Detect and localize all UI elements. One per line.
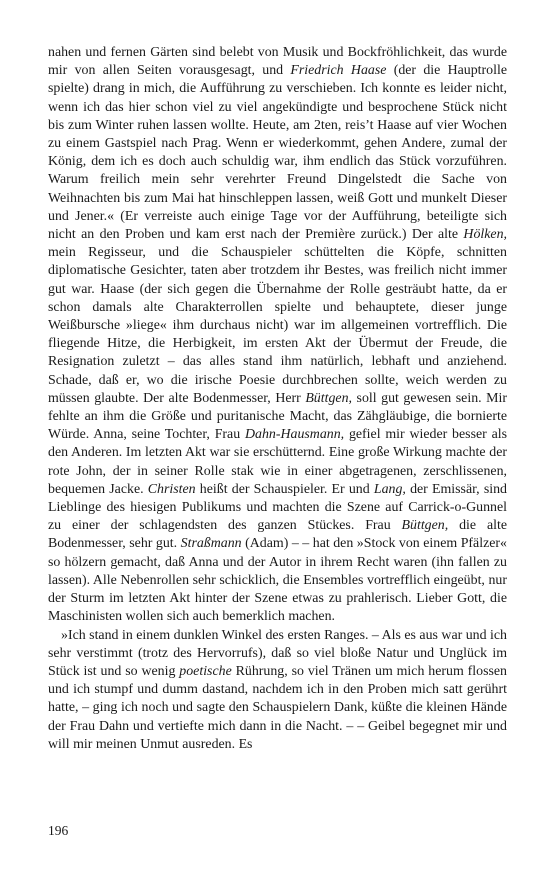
text-run: mein Regisseur, und die Schauspieler schüttelten die Köpfe, schnitten diplomatische Gesichter, taten aber trotzdem ihr Bestes, was freilich nicht immer gut war. Haase (der sich gegen die Übernahme der Rolle gesträubt hatte, da er schon damals alte Charakterrollen spielte und behauptete, dieser junge Weißbursche »liege« ihm durchaus nicht) war im allgemeinen vortrefflich. Die fliegende Hitze, die Herbigkeit, im ersten Akt der Übermut der Freude, die Resignation zuletzt – das alles stand ihm natürlich, lebhaft und anziehend. Schade, daß er, wo die irische Poesie durchbrechen sollte, weich werden zu müssen glaubte. Der alte Bodenmesser, Herr xyxy=(48,245,507,406)
text-run: (Adam) – – hat den »Stock von einem Pfälzer« so hölzern gemacht, daß Anna und der Autor in ihrem Recht waren (ihn fallen zu lassen). Alle Nebenrollen sehr schicklich, die Ensembles vortrefflich eingeübt, nur der Sturm im letzten Akt hinter der Szene etwas zu prahlerisch. Lieber Gott, die Maschinisten wollen sich auch bemerklich machen. xyxy=(48,536,507,625)
page-number: 196 xyxy=(48,823,69,838)
italic-name: Friedrich Haase xyxy=(290,63,387,79)
book-page-text xyxy=(48,44,507,754)
italic-name: Straßmann xyxy=(180,536,242,552)
text-run: »Ich stand in einem dunklen Winkel des ersten Ranges. – Als es aus war und ich sehr verstimmt (trotz des Hervorrufs), daß so viel bloße Natur und Unglück im Stück ist und so wenig xyxy=(48,627,507,679)
italic-name: Lang, xyxy=(373,481,406,497)
text-run: gefiel mir wieder besser als den Anderen. Im letzten Akt war sie erschütternd. Eine große Wirkung machte der rote John, der in seiner Rolle stak wie in einer abgetragenen, zerschlissenen, bequemen Jacke. xyxy=(48,427,507,497)
text-run: Rührung, so viel Tränen um mich herum flossen und ich stumpf und dumm dastand, nachdem ich in den Proben mich satt gerührt hatte, – ging ich noch und sagte den Schauspielern Dank, küßte die kleinen Hände der Frau Dahn und vertiefte mich dann in die Nacht. – – Geibel begegnet mir und will mir meinen Unmut ausreden. Es xyxy=(48,663,507,752)
paragraph xyxy=(48,627,507,754)
paragraph xyxy=(48,44,507,627)
text-run: (der die Hauptrolle spielte) drang in mich, die Aufführung zu verschieben. Ich konnte es leider nicht, wenn ich das hier schon viel zu viel angekündigte und besprochene Stück nicht bis zum Winter ruhen lassen wollte. Heute, am 2ten, reis’t Haase auf vier Wochen zu einem Gastspiel nach Prag. Wenn er wiederkommt, gehen Andere, zumal der König, dem ich es doch auch schuldig war, ihm endlich das Stück vorzuführen. Warum freilich mein sehr verehrter Freund Dingelstedt die Sache von Weihnachten bis zum Mai hat hinschleppen lassen, weiß Gott und munkelt Dieser und Jener.« (Er verreiste auch einige Tage vor der Aufführung, beteiligte sich nicht an den Proben und kam erst nach der Première zurück.) Der alte xyxy=(48,63,507,243)
italic-name: Büttgen, xyxy=(401,518,449,534)
italic-name: Dahn-Hausmann, xyxy=(244,427,345,443)
italic-name: Büttgen, xyxy=(305,390,352,406)
text-run: nahen und fernen Gärten sind belebt von Musik und Bockfröhlichkeit, das wurde mir von allen Seiten vorausgesagt, und xyxy=(48,45,507,79)
text-run: soll gut gewesen sein. Mir fehlte an ihm die Größe und puritanische Macht, das Zähgläubige, die bornierte Würde. Anna, seine Tochter, Frau xyxy=(48,390,507,443)
text-run: der Emissär, sind Lieblinge des hiesigen Publikums und machten die Szene auf Carrick-o-Gunnel zu einer der schlagendsten des ganzen Stückes. Frau xyxy=(48,481,507,534)
italic-name: Christen xyxy=(147,481,196,497)
italic-name: Hölken, xyxy=(463,227,507,243)
italic-name: poetische xyxy=(179,663,232,679)
text-run: die alte Bodenmesser, sehr gut. xyxy=(48,518,507,552)
text-run: heißt der Schauspieler. Er und xyxy=(195,481,374,497)
